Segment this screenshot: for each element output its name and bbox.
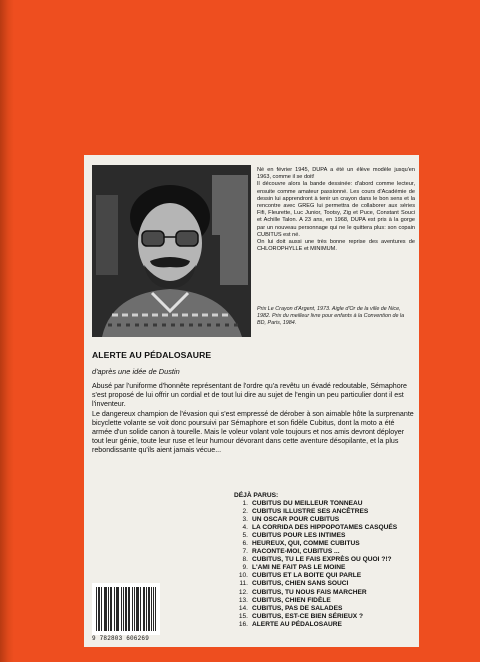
list-item — [234, 572, 414, 580]
item-number: 6. — [242, 540, 248, 548]
bio-paragraph: Né en février 1945, DUPA a été un élève modèle jusqu'en 1963, comme il se doit! — [257, 167, 415, 181]
deja-parus-title: DÉJÀ PARUS: — [234, 492, 279, 499]
list-item — [234, 500, 414, 508]
item-label: LA CORRIDA DES HIPPOPOTAMES CASQUÉS — [252, 524, 398, 532]
item-label: CUBITUS ET LA BOITE QUI PARLE — [252, 572, 362, 580]
barcode-bar — [144, 587, 145, 631]
barcode-bar — [121, 587, 122, 631]
item-number: 11. — [239, 580, 248, 588]
item-label: CUBITUS, TU LE FAIS EXPRÈS OU QUOI ?!? — [252, 556, 392, 564]
item-label: HEUREUX, QUI, COMME CUBITUS — [252, 540, 360, 548]
barcode-icon — [92, 583, 160, 635]
list-item — [234, 516, 414, 524]
barcode-bar — [148, 587, 149, 631]
barcode-bar — [123, 587, 124, 631]
list-item — [234, 540, 414, 548]
barcode-bar — [108, 587, 109, 631]
barcode-bar — [101, 587, 102, 631]
list-item — [234, 556, 414, 564]
barcode-bar — [125, 587, 126, 631]
barcode-bar — [117, 587, 118, 631]
item-number: 7. — [242, 548, 248, 556]
barcode-bar — [105, 587, 106, 631]
list-item — [234, 524, 414, 532]
list-item — [234, 564, 414, 572]
author-bio — [257, 167, 415, 253]
book-subtitle: d'après une idée de Dustin — [92, 367, 180, 376]
item-label: CUBITUS, PAS DE SALADES — [252, 604, 343, 612]
bio-paragraph: On lui doit aussi une très bonne reprise des aventures de CHLOROPHYLLE et MINIMUM. — [257, 239, 415, 253]
barcode-bar — [99, 587, 100, 631]
barcode-bar — [140, 587, 141, 631]
item-label: L'AMI NE FAIT PAS LE MOINE — [252, 564, 346, 572]
info-panel — [84, 155, 419, 647]
barcode-bar — [116, 587, 117, 631]
bio-paragraph: Il découvre alors la bande dessinée: d'abord comme lecteur, ensuite comme amateur passionné. Les cours d'Académie de dessin lui apprendront à tenir un crayon dans le bon sens et la rencontre avec GREG lui permettra de collaborer aux séries Fifi, Fleurette, Luc Junior, Tootsy, Zig et Puce, Constant Souci et Achille Talon. A 23 ans, en 1968, DUPA est pris à la gorge par un nouveau personnage qui ne le quittera plus: son copain CUBITUS est né. — [257, 181, 415, 238]
barcode-bar — [143, 587, 144, 631]
barcode-bar — [118, 587, 119, 631]
list-item — [234, 621, 414, 629]
item-label: RACONTE-MOI, CUBITUS ... — [252, 548, 340, 556]
item-number: 13. — [238, 596, 248, 604]
item-number: 15. — [238, 612, 248, 620]
item-label: UN OSCAR POUR CUBITUS — [252, 516, 340, 524]
barcode-bar — [110, 587, 111, 631]
list-item — [234, 613, 414, 621]
item-label: CUBITUS, TU NOUS FAIS MARCHER — [252, 588, 367, 596]
item-number: 9. — [242, 564, 248, 572]
barcode-bar — [134, 587, 135, 631]
list-item — [234, 589, 414, 597]
list-item — [234, 580, 414, 588]
book-summary — [92, 382, 414, 456]
list-item — [234, 508, 414, 516]
barcode-bar — [132, 587, 133, 631]
summary-paragraph: Le dangereux champion de l'évasion qui s'est empressé de dérober à son aimable hôte la surprenante bicyclette volante se voit donc poursuivi par Sémaphore et son fidèle Cubitus, dont la moto a été armée d'un solide canon à tourelle. Mais le voleur volant vole toujours et nos amis devront déployer tout leur génie, toute leur ruse et leur humour dévorant dans cette aventure désopilante, et la plus rebondissante qu'ils aient jamais vécue... — [92, 409, 414, 455]
author-portrait-icon — [92, 165, 251, 337]
barcode-bar — [126, 587, 127, 631]
barcode-bar — [155, 587, 156, 631]
barcode-bar — [111, 587, 112, 631]
item-number: 14. — [238, 604, 248, 612]
list-item — [234, 532, 414, 540]
barcode-bar — [104, 587, 105, 631]
list-item — [234, 605, 414, 613]
barcode-bar — [128, 587, 129, 631]
barcode-graphic — [92, 583, 160, 635]
author-portrait-photo — [92, 165, 251, 337]
item-label: CUBITUS, CHIEN FIDÈLE — [252, 596, 331, 604]
book-title: ALERTE AU PÉDALOSAURE — [92, 350, 212, 360]
album-list — [234, 500, 414, 629]
barcode-bar — [153, 587, 154, 631]
item-number: 12. — [238, 588, 248, 596]
barcode-bar — [96, 587, 97, 631]
barcode-bar — [138, 587, 139, 631]
item-number: 5. — [242, 532, 248, 540]
item-number: 8. — [242, 556, 248, 564]
item-number: 4. — [242, 524, 248, 532]
item-label: CUBITUS ILLUSTRE SES ANCÊTRES — [252, 508, 369, 516]
item-number: 16. — [238, 620, 248, 628]
barcode-bar — [114, 587, 115, 631]
barcode-bar — [149, 587, 150, 631]
barcode-bar — [129, 587, 130, 631]
author-prizes: Prix Le Crayon d'Argent, 1973. Aigle d'Or de la ville de Nice, 1982. Prix du meilleur livre pour enfants à la Convention de la BD, Paris, 1984. — [257, 306, 405, 326]
item-label: ALERTE AU PÉDALOSAURE — [252, 620, 342, 628]
barcode-digits: 9 782803 606269 — [92, 635, 150, 642]
barcode-bar — [151, 587, 152, 631]
item-number: 1. — [242, 500, 248, 507]
summary-paragraph: Abusé par l'uniforme d'honnête représentant de l'ordre qu'a revêtu un évadé redoutable, Sémaphore s'est proposé de lui offrir un cordial et de tout lui dire au sujet de l'engin un peu particulier dont il est l'inventeur. — [92, 382, 407, 409]
deja-parus-list — [234, 492, 414, 629]
item-number: 3. — [242, 516, 248, 524]
barcode-bar — [136, 587, 137, 631]
barcode-bar — [146, 587, 147, 631]
item-number: 2. — [242, 508, 248, 516]
barcode-bar — [98, 587, 99, 631]
item-label: CUBITUS, EST-CE BIEN SÉRIEUX ? — [252, 612, 364, 620]
item-label: CUBITUS, CHIEN SANS SOUCI — [252, 580, 349, 588]
list-item — [234, 597, 414, 605]
barcode-bar — [106, 587, 107, 631]
barcode-bar — [137, 587, 138, 631]
item-label: CUBITUS DU MEILLEUR TONNEAU — [252, 500, 363, 507]
item-number: 10. — [238, 572, 248, 580]
item-label: CUBITUS POUR LES INTIMES — [252, 532, 346, 540]
